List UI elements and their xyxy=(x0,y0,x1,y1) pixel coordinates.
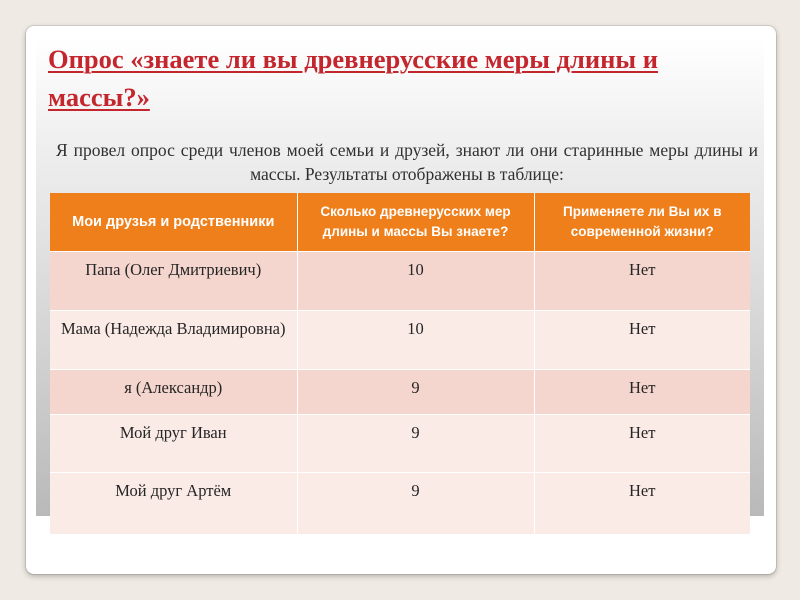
table-row xyxy=(50,369,750,414)
header-respondents: Мои друзья и родственники xyxy=(50,193,297,251)
table-row xyxy=(50,251,750,310)
table-row xyxy=(50,310,750,369)
table-row xyxy=(50,414,750,472)
respondent-cell: я (Александр) xyxy=(50,369,297,414)
table-header-row xyxy=(50,193,750,251)
usage-cell: Нет xyxy=(534,472,750,534)
usage-cell: Нет xyxy=(534,414,750,472)
respondent-cell: Мой друг Артём xyxy=(50,472,297,534)
count-cell: 10 xyxy=(297,310,534,369)
header-used-today: Применяете ли Вы их в современной жизни? xyxy=(534,193,750,251)
respondent-cell: Папа (Олег Дмитриевич) xyxy=(50,251,297,310)
header-measures-known: Сколько древнерусских мер длины и массы Вы знаете? xyxy=(297,193,534,251)
respondent-cell: Мой друг Иван xyxy=(50,414,297,472)
usage-cell: Нет xyxy=(534,251,750,310)
survey-table xyxy=(50,193,750,534)
usage-cell: Нет xyxy=(534,310,750,369)
table-row xyxy=(50,472,750,534)
intro-paragraph: Я провел опрос среди членов моей семьи и друзей, знают ли они старинные меры длины и массы. Результаты отображены в таблице: xyxy=(56,140,758,184)
usage-cell: Нет xyxy=(534,369,750,414)
respondent-cell: Мама (Надежда Владимировна) xyxy=(50,310,297,369)
slide-title: Опрос «знаете ли вы древнерусские меры длины и массы?» xyxy=(48,44,659,112)
count-cell: 9 xyxy=(297,414,534,472)
count-cell: 9 xyxy=(297,472,534,534)
count-cell: 9 xyxy=(297,369,534,414)
count-cell: 10 xyxy=(297,251,534,310)
